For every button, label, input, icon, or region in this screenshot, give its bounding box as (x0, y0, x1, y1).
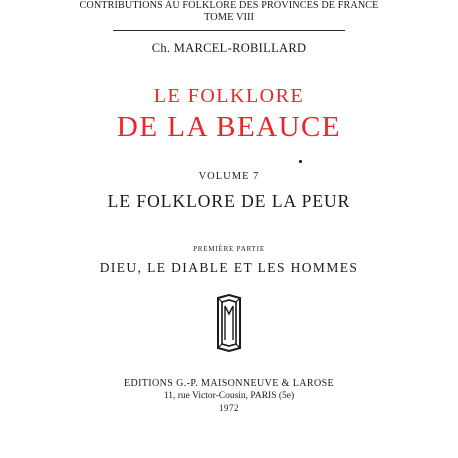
series-title: CONTRIBUTIONS AU FOLKLORE DES PROVINCES DE FRANCE (79, 0, 379, 11)
tome-number: TOME VIII (203, 12, 255, 23)
book-title-line-2: DE LA BEAUCE (116, 111, 342, 143)
author-name: Ch. MARCEL-ROBILLARD (151, 41, 307, 55)
part-label: PREMIÈRE PARTIE (193, 245, 265, 253)
book-title-line-1: LE FOLKLORE (153, 85, 305, 107)
publisher-emblem-icon (215, 294, 243, 352)
ornament-dot (299, 160, 302, 163)
part-title: DIEU, LE DIABLE ET LES HOMMES (99, 260, 359, 275)
publisher-name: EDITIONS G.-P. MAISONNEUVE & LAROSE (123, 378, 335, 389)
publication-year: 1972 (219, 403, 239, 413)
header-divider (113, 30, 345, 31)
volume-label: VOLUME 7 (198, 171, 260, 182)
volume-subtitle: LE FOLKLORE DE LA PEUR (107, 191, 351, 211)
publisher-address: 11, rue Victor-Cousin, PARIS (5e) (163, 391, 295, 401)
